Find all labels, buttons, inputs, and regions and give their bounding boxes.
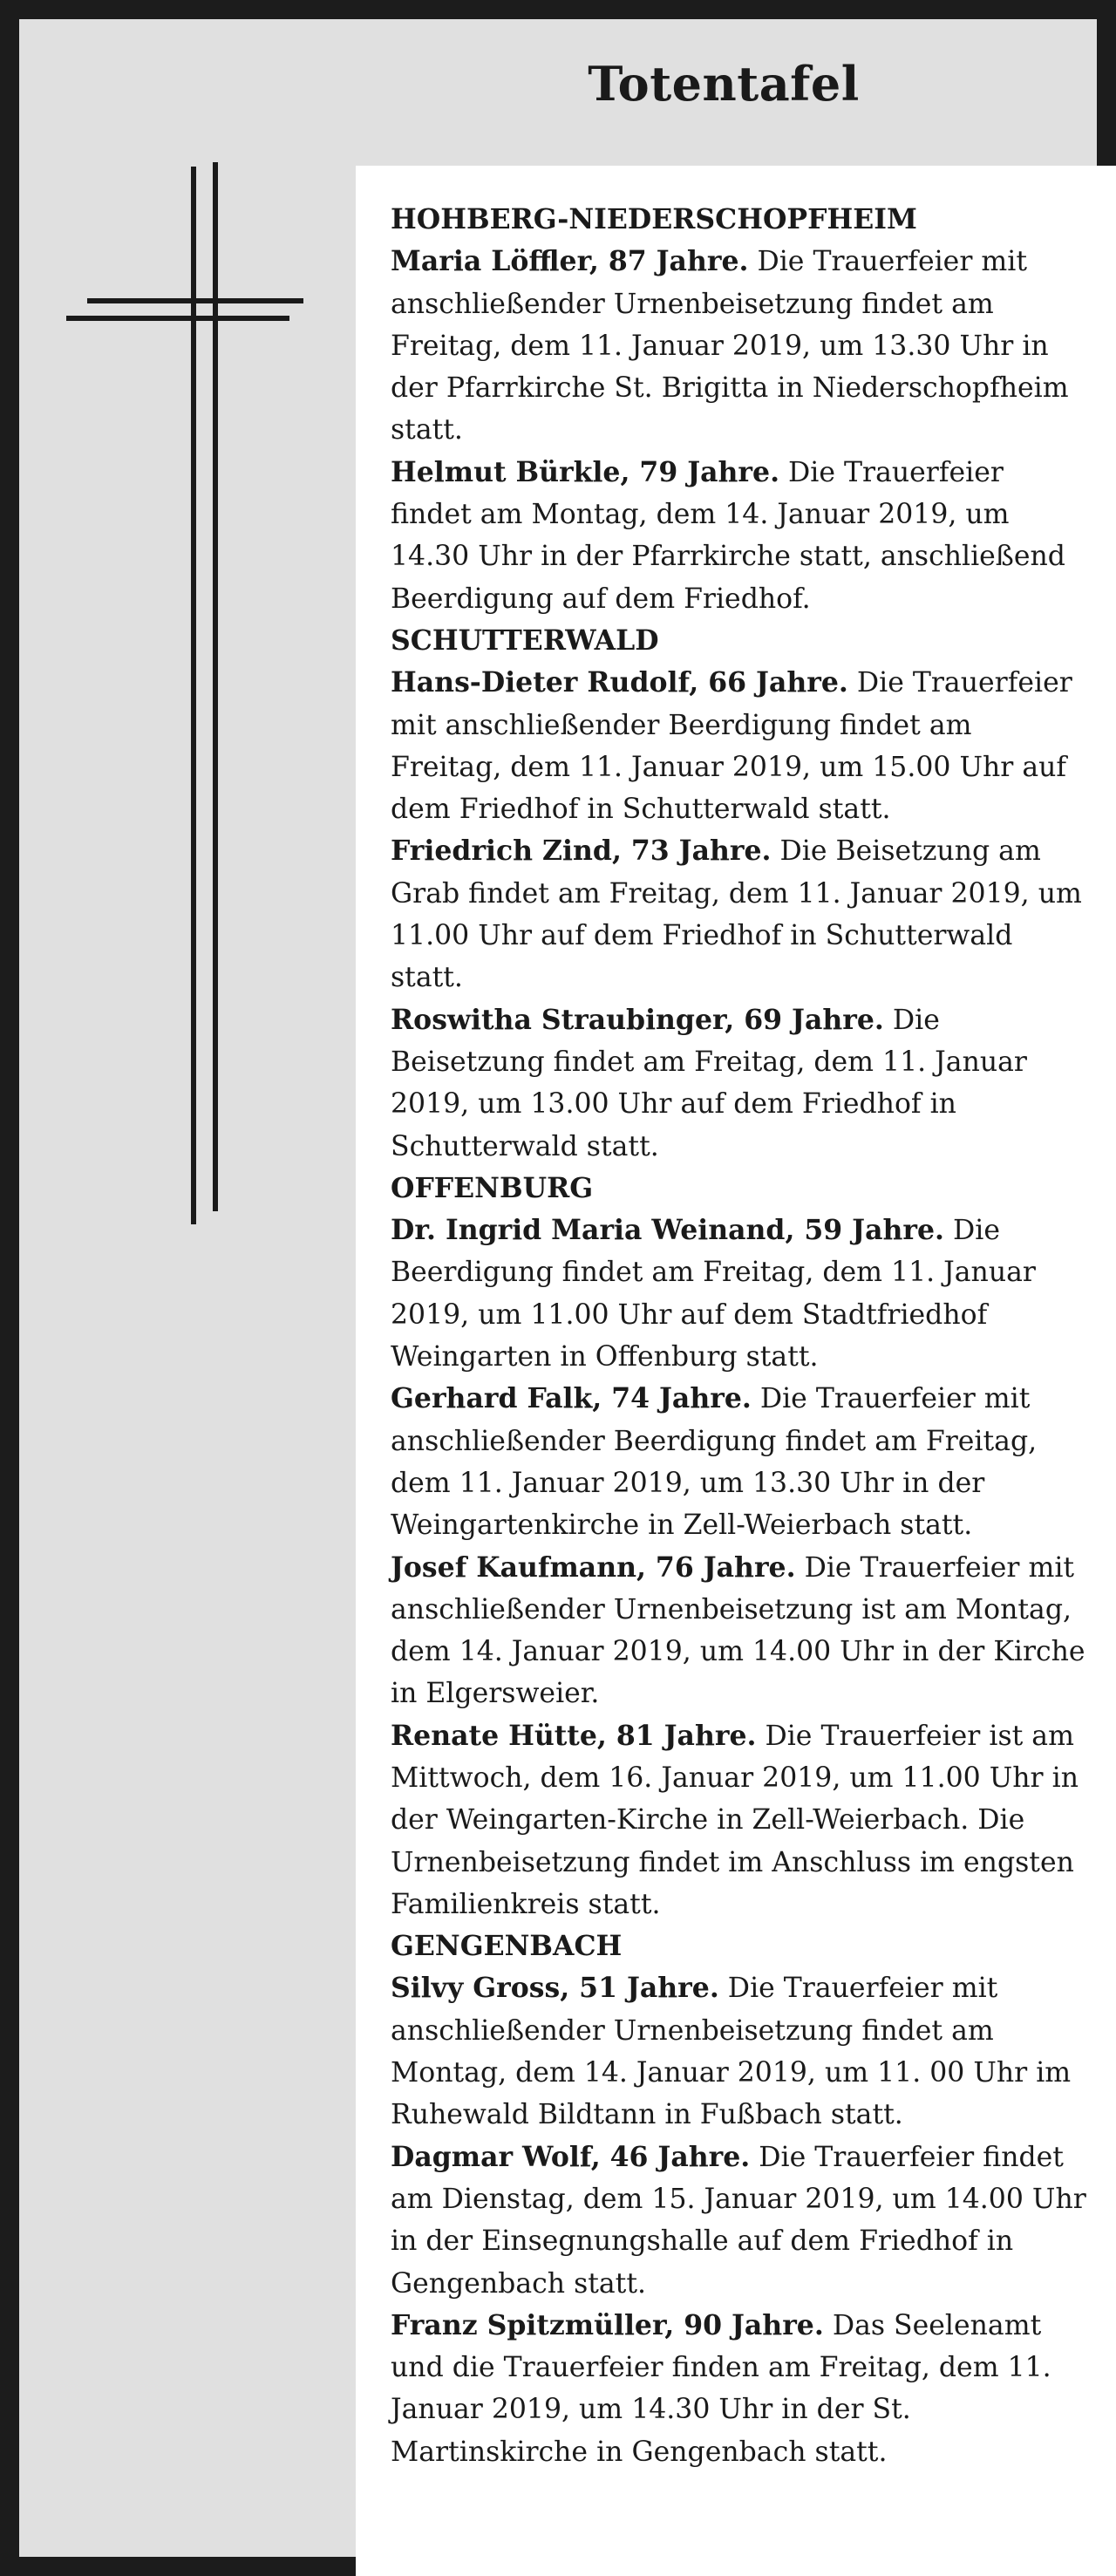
service-details: Die Trauerfeier mit anschließender Urnenbeisetzung findet am Freitag, dem 11. Januar 2019, um 13.30 Uhr in der Pfarrkirche St. Brigitta in Niederschopfheim statt.	[391, 246, 1069, 446]
service-details: Die Trauerfeier mit anschließender Urnenbeisetzung findet am Montag, dem 14. Januar 2019, um 11. 00 Uhr im Ruhewald Bildtann in Fußbach statt.	[391, 1973, 1072, 2131]
obituary-entry	[391, 2136, 1088, 2305]
service-details: Die Trauerfeier findet am Montag, dem 14. Januar 2019, um 14.30 Uhr in der Pfarrkirche statt, anschließend Beerdigung auf dem Friedhof.	[391, 456, 1065, 615]
deceased-name: Helmut Bürkle, 79 Jahre.	[391, 455, 780, 488]
obituary-entry	[391, 1715, 1088, 1925]
notice-text	[391, 199, 1088, 2473]
service-details: Die Trauerfeier mit anschließender Beerdigung findet am Freitag, dem 11. Januar 2019, um 13.30 Uhr in der Weingartenkirche in Zell-Weierbach statt.	[391, 1383, 1038, 1542]
service-details: Die Beerdigung findet am Freitag, dem 11. Januar 2019, um 11.00 Uhr auf dem Stadtfriedhof Weingarten in Offenburg statt.	[391, 1215, 1036, 1373]
service-details: Das Seelenamt und die Trauerfeier finden am Freitag, dem 11. Januar 2019, um 14.30 Uhr in der St. Martinskirche in Gengenbach statt.	[391, 2309, 1051, 2468]
deceased-name: Dagmar Wolf, 46 Jahre.	[391, 2140, 751, 2173]
obituary-entry	[391, 1967, 1088, 2136]
notice-panel	[356, 166, 1116, 2576]
deceased-name: Roswitha Straubinger, 69 Jahre.	[391, 1003, 884, 1036]
deceased-name: Renate Hütte, 81 Jahre.	[391, 1719, 757, 1752]
obituary-entry	[391, 452, 1088, 620]
obituary-entry	[391, 999, 1088, 1168]
obituary-entry	[391, 241, 1088, 451]
deceased-name: Maria Löffler, 87 Jahre.	[391, 245, 749, 278]
place-heading: GENGENBACH	[391, 1930, 623, 1963]
service-details: Die Beisetzung am Grab findet am Freitag, dem 11. Januar 2019, um 11.00 Uhr auf dem Friedhof in Schutterwald statt.	[391, 835, 1082, 994]
deceased-name: Josef Kaufmann, 76 Jahre.	[391, 1550, 796, 1584]
service-details: Die Beisetzung findet am Freitag, dem 11. Januar 2019, um 13.00 Uhr auf dem Friedhof in Schutterwald statt.	[391, 1004, 1027, 1162]
deceased-name: Silvy Gross, 51 Jahre.	[391, 1972, 719, 2005]
obituary-entry	[391, 1210, 1088, 1378]
obituary-entry	[391, 1547, 1088, 1715]
place-heading: HOHBERG-NIEDERSCHOPFHEIM	[391, 203, 917, 235]
deceased-name: Dr. Ingrid Maria Weinand, 59 Jahre.	[391, 1214, 944, 1247]
service-details: Die Trauerfeier mit anschließender Beerdigung findet am Freitag, dem 11. Januar 2019, um 15.00 Uhr auf dem Friedhof in Schutterwald statt.	[391, 667, 1072, 826]
obituary-entry	[391, 1378, 1088, 1546]
deceased-name: Hans-Dieter Rudolf, 66 Jahre.	[391, 666, 848, 699]
deceased-name: Friedrich Zind, 73 Jahre.	[391, 835, 772, 868]
service-details: Die Trauerfeier ist am Mittwoch, dem 16. Januar 2019, um 11.00 Uhr in der Weingarten-Kirche in Zell-Weierbach. Die Urnenbeisetzung findet im Anschluss im engsten Familienkreis statt.	[391, 1720, 1079, 1920]
place-heading: OFFENBURG	[391, 1171, 594, 1204]
cross-icon	[63, 162, 316, 1235]
deceased-name: Franz Spitzmüller, 90 Jahre.	[391, 2308, 824, 2341]
obituary-entry	[391, 662, 1088, 830]
service-details: Die Trauerfeier mit anschließender Urnenbeisetzung ist am Montag, dem 14. Januar 2019, um 14.00 Uhr in der Kirche in Elgersweier.	[391, 1551, 1085, 1710]
obituary-entry	[391, 830, 1088, 998]
deceased-name: Gerhard Falk, 74 Jahre.	[391, 1382, 752, 1415]
service-details: Die Trauerfeier findet am Dienstag, dem 15. Januar 2019, um 14.00 Uhr in der Einsegnungshalle auf dem Friedhof in Gengenbach statt.	[391, 2141, 1086, 2300]
obituary-entry	[391, 2305, 1088, 2473]
place-heading: SCHUTTERWALD	[391, 624, 659, 657]
page-title: Totentafel	[588, 56, 860, 112]
